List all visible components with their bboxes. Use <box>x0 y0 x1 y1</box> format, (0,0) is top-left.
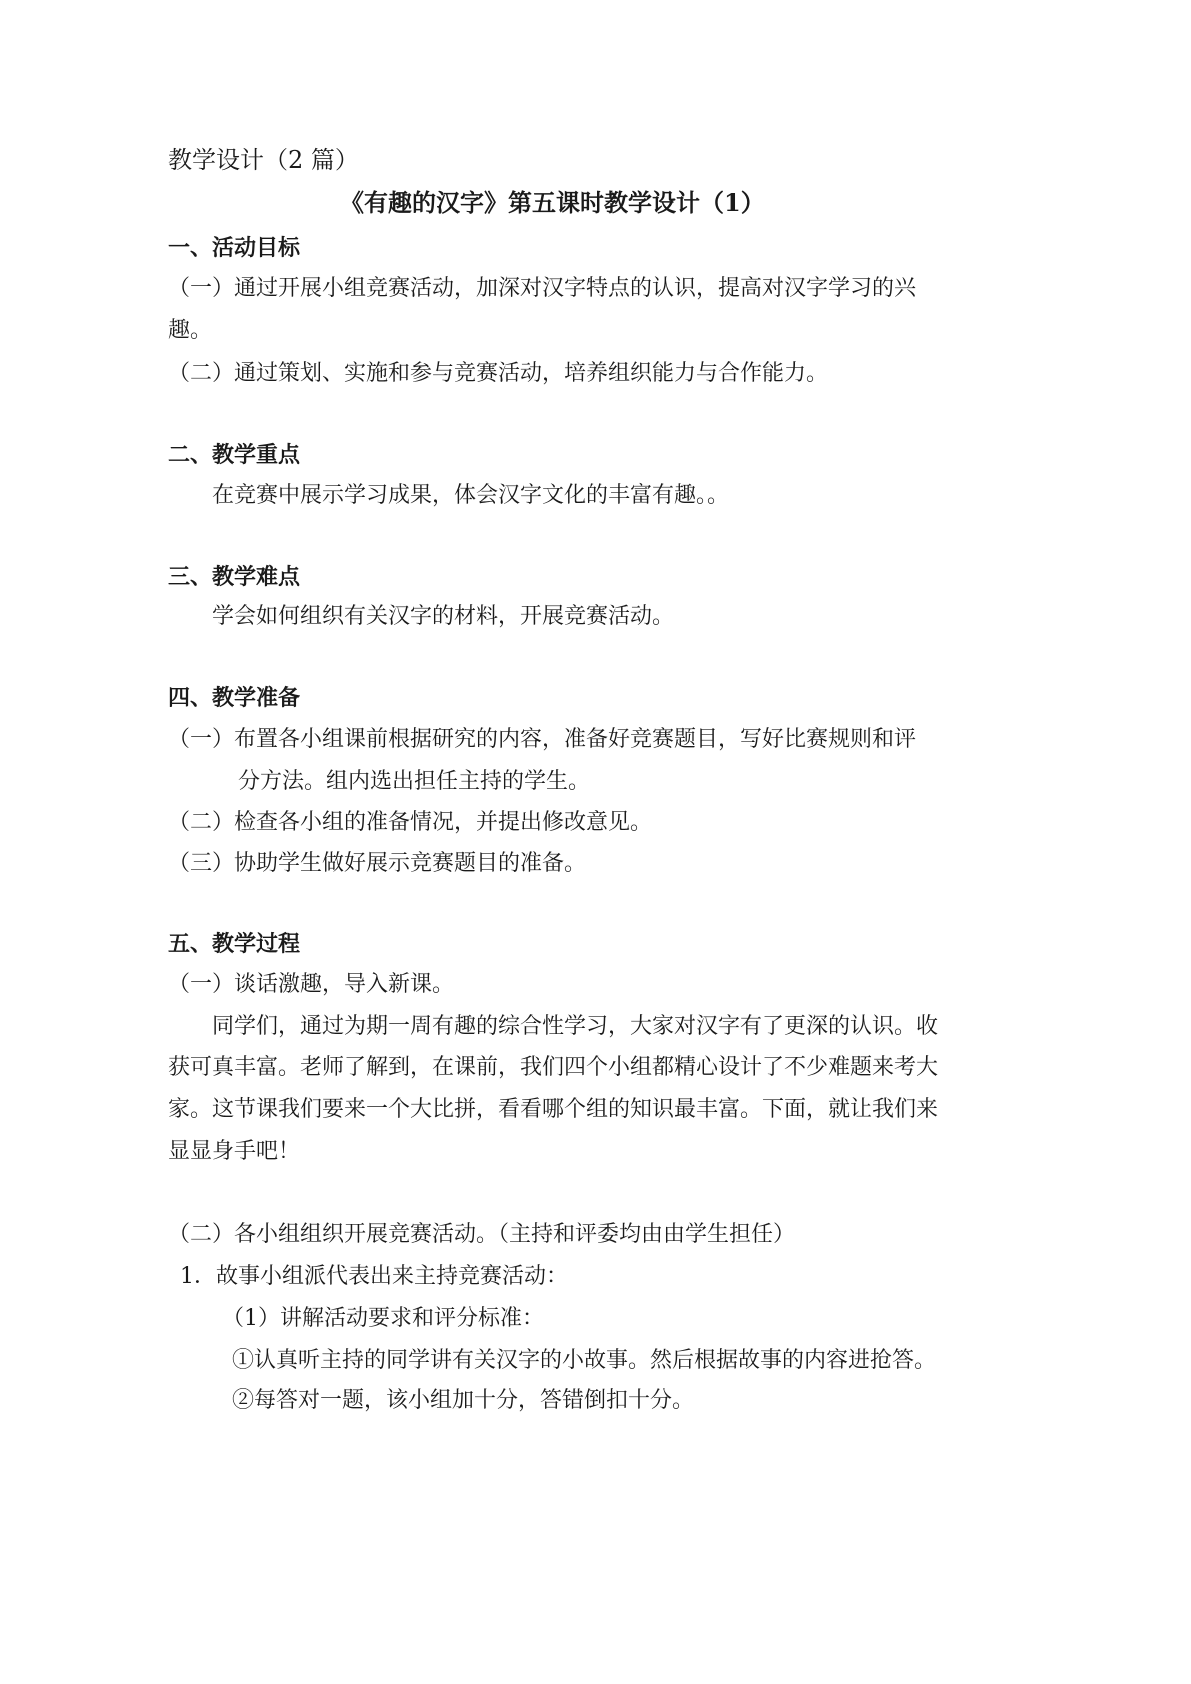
paragraph: （一）通过开展小组竞赛活动，加深对汉字特点的认识，提高对汉字学习的兴 <box>168 276 917 301</box>
paragraph: 获可真丰富。老师了解到，在课前，我们四个小组都精心设计了不少难题来考大 <box>168 1055 939 1080</box>
paragraph: （一）布置各小组课前根据研究的内容，准备好竞赛题目，写好比赛规则和评 <box>168 727 917 752</box>
paragraph: （一）谈话激趣，导入新课。 <box>168 972 455 997</box>
section-heading-key-points: 二、教学重点 <box>168 442 301 468</box>
document-title: 《有趣的汉字》第五课时教学设计（1） <box>340 188 765 217</box>
document-heading: 教学设计（2 篇） <box>168 146 359 174</box>
paragraph: 显显身手吧！ <box>168 1139 301 1164</box>
paragraph: 1．故事小组派代表出来主持竞赛活动： <box>180 1264 568 1289</box>
paragraph: 分方法。组内选出担任主持的学生。 <box>238 769 591 794</box>
section-heading-preparation: 四、教学准备 <box>168 685 301 711</box>
section-heading-objectives: 一、活动目标 <box>168 235 301 261</box>
paragraph: （二）各小组组织开展竞赛活动。（主持和评委均由由学生担任） <box>168 1222 796 1247</box>
paragraph: 趣。 <box>168 318 213 343</box>
paragraph: 在竞赛中展示学习成果，体会汉字文化的丰富有趣。。 <box>212 483 730 508</box>
paragraph: （1）讲解活动要求和评分标准： <box>222 1306 544 1331</box>
paragraph: ②每答对一题，该小组加十分，答错倒扣十分。 <box>232 1388 695 1413</box>
paragraph: ①认真听主持的同学讲有关汉字的小故事。然后根据故事的内容进抢答。 <box>232 1348 937 1373</box>
paragraph: 同学们，通过为期一周有趣的综合性学习，大家对汉字有了更深的认识。收 <box>212 1014 939 1039</box>
paragraph: （三）协助学生做好展示竞赛题目的准备。 <box>168 851 587 876</box>
paragraph: （二）检查各小组的准备情况，并提出修改意见。 <box>168 810 653 835</box>
section-heading-process: 五、教学过程 <box>168 931 301 957</box>
paragraph: 家。这节课我们要来一个大比拼，看看哪个组的知识最丰富。下面，就让我们来 <box>168 1097 939 1122</box>
section-heading-difficulties: 三、教学难点 <box>168 564 301 590</box>
paragraph: 学会如何组织有关汉字的材料，开展竞赛活动。 <box>212 604 675 629</box>
paragraph: （二）通过策划、实施和参与竞赛活动，培养组织能力与合作能力。 <box>168 361 829 386</box>
